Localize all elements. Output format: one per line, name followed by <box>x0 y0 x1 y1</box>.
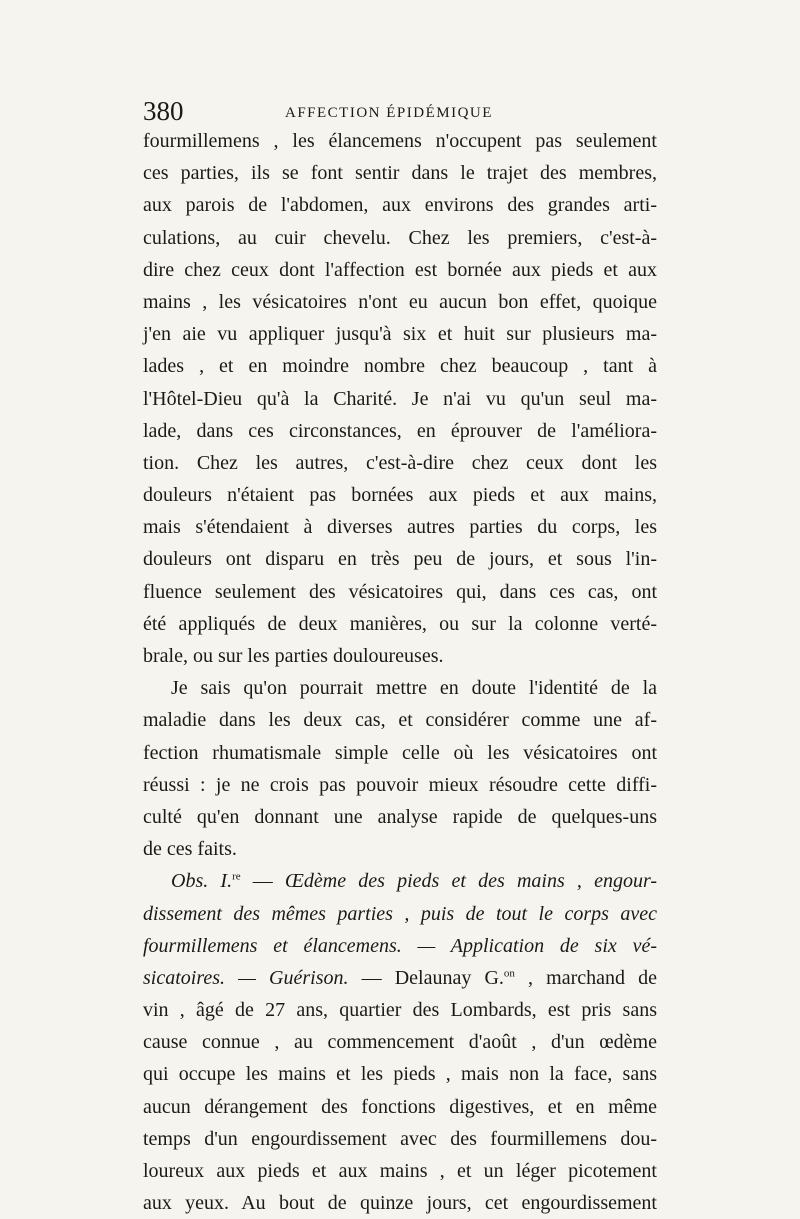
text-fragment: , marchand de <box>514 966 657 989</box>
text-line: tion. Chez les autres, c'est-à-dire chez ceux dont les <box>143 451 657 474</box>
text-line: douleurs n'étaient pas bornées aux pieds et aux mains, <box>143 484 657 507</box>
text-line: j'en aie vu appliquer jusqu'à six et huit sur plusieurs ma- <box>143 323 657 346</box>
text-line: mains , les vésicatoires n'ont eu aucun bon effet, quoique <box>143 290 657 313</box>
observation-title: Œdème des pieds et des mains , engour- <box>285 870 658 893</box>
running-head: AFFECTION ÉPIDÉMIQUE <box>285 105 493 121</box>
paragraph-2 <box>143 672 657 865</box>
text-line: douleurs ont disparu en très peu de jours, et sous l'in- <box>143 548 657 571</box>
observation-title: sicatoires. — Guérison. <box>143 966 349 989</box>
page-number: 380 <box>143 96 184 126</box>
text-line: fluence seulement des vésicatoires qui, dans ces cas, ont <box>143 580 657 603</box>
text-line: brale, ou sur les parties douloureuses. <box>143 645 444 667</box>
observation-title-line <box>143 930 657 962</box>
text-line: ces parties, ils se font sentir dans le trajet des membres, <box>143 162 657 185</box>
text-line: qui occupe les mains et les pieds , mais non la face, sans <box>143 1063 657 1086</box>
text-line: fourmillemens , les élancemens n'occupent pas seulement <box>143 130 657 152</box>
text-line: été appliqués de deux manières, ou sur la colonne verté- <box>143 612 657 635</box>
text-line: lades , et en moindre nombre chez beaucoup , tant à <box>143 355 657 378</box>
observation-title-line <box>143 898 657 930</box>
observation-heading-line <box>143 865 657 897</box>
text-line: aux parois de l'abdomen, aux environs des grandes arti- <box>143 194 657 217</box>
text-line: culté qu'en donnant une analyse rapide de quelques-uns <box>143 805 657 828</box>
text-line: lade, dans ces circonstances, en éprouver de l'améliora- <box>143 419 657 442</box>
observation-paragraph <box>143 865 657 1219</box>
body-text <box>143 125 657 1219</box>
observation-title: fourmillemens et élancemens. — Application de six vé- <box>143 934 657 957</box>
superscript: re <box>232 870 241 883</box>
observation-title: dissement des mêmes parties , puis de tout le corps avec <box>143 902 657 925</box>
text-line: maladie dans les deux cas, et considérer comme une af- <box>143 709 657 732</box>
text-line: aux yeux. Au bout de quinze jours, cet engourdissement <box>143 1192 657 1215</box>
text-line: aucun dérangement des fonctions digestives, et en même <box>143 1095 657 1118</box>
text-line: de ces faits. <box>143 838 237 861</box>
text-line: vin , âgé de 27 ans, quartier des Lombards, est pris sans <box>143 999 657 1022</box>
dash: — <box>240 870 285 893</box>
text-line: fection rhumatismale simple celle où les vésicatoires ont <box>143 741 657 764</box>
patient-name: — Delaunay G. <box>348 966 504 989</box>
text-line: mais s'étendaient à diverses autres parties du corps, les <box>143 516 657 539</box>
text-line: l'Hôtel-Dieu qu'à la Charité. Je n'ai vu qu'un seul ma- <box>143 387 657 410</box>
paragraph-1 <box>143 125 657 672</box>
superscript: on <box>503 967 515 980</box>
text-line: dire chez ceux dont l'affection est bornée aux pieds et aux <box>143 258 657 281</box>
observation-title-line <box>143 962 657 994</box>
observation-label: Obs. I. <box>171 870 233 893</box>
text-line: Je sais qu'on pourrait mettre en doute l'identité de la <box>171 677 657 700</box>
text-line: culations, au cuir chevelu. Chez les premiers, c'est-à- <box>143 226 657 249</box>
text-line: cause connue , au commencement d'août , d'un œdème <box>143 1031 657 1054</box>
text-line: temps d'un engourdissement avec des fourmillemens dou- <box>143 1127 657 1150</box>
text-line: loureux aux pieds et aux mains , et un léger picotement <box>143 1160 657 1182</box>
text-line: réussi : je ne crois pas pouvoir mieux résoudre cette diffi- <box>143 773 657 796</box>
